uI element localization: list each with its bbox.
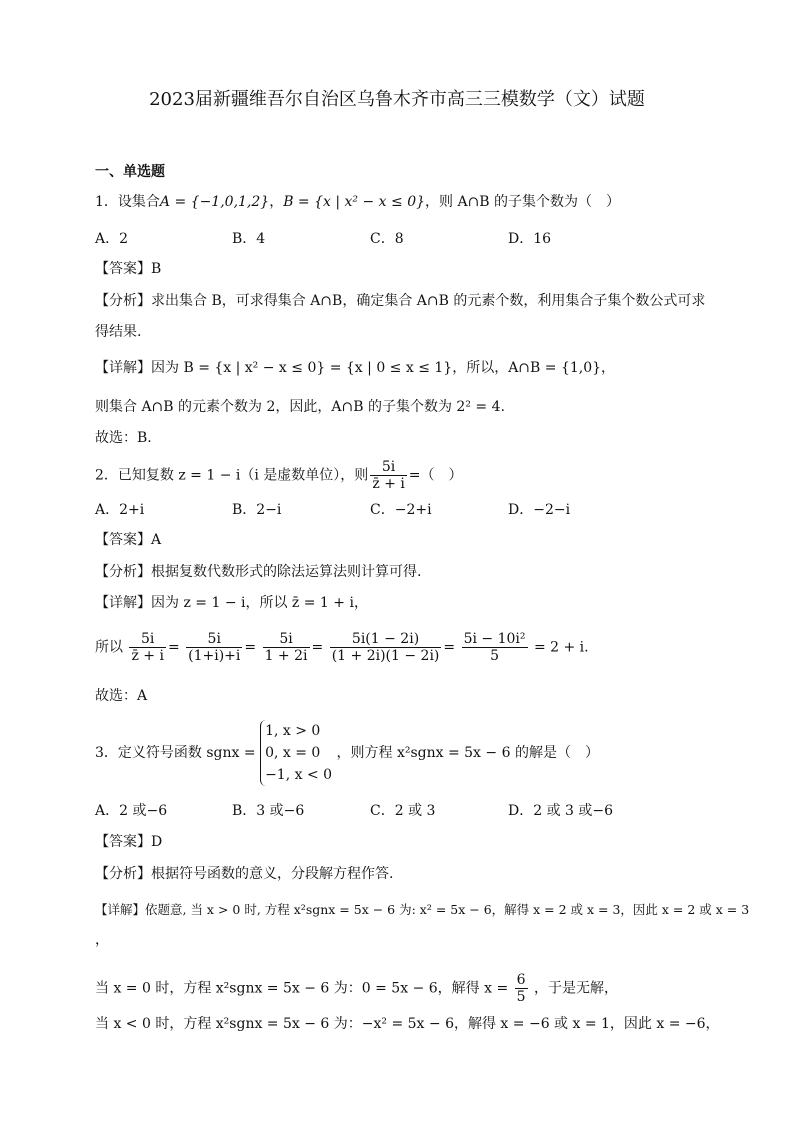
q3-detail-comma: ， <box>95 932 109 948</box>
q2-option-c: C．−2+i <box>370 502 432 518</box>
q3-option-d: D．2 或 3 或−6 <box>508 803 614 819</box>
q1-analysis: 【分析】求出集合 B，可求得集合 A∩B，确定集合 A∩B 的元素个数，利用集合子集个数公式可求 <box>95 293 706 309</box>
q3-detail: 【详解】依题意, 当 x > 0 时, 方程 x²sgnx = 5x − 6 为: x² = 5x − 6，解得 x = 2 或 x = 3，因此 x = 2 或 x = 3 <box>95 902 750 917</box>
q2-analysis: 【分析】根据复数代数形式的除法运算法则计算可得. <box>95 564 422 580</box>
q1-option-a: A．2 <box>95 231 129 247</box>
q2-option-d: D．−2−i <box>508 502 571 518</box>
q1-stem: 1．设集合A = {−1,0,1,2}，B = {x | x² − x ≤ 0}，则 A∩B 的子集个数为（ ） <box>95 194 621 210</box>
calc-fraction: $\frac{5i(1 - 2i)}{(1 + 2i)(1 - 2i)}$ <box>331 631 440 664</box>
section-heading: 一、单选题 <box>95 164 165 180</box>
q1-option-c: C．8 <box>370 231 404 247</box>
q2-answer: 【答案】A <box>95 532 162 548</box>
calc-fraction: $\frac{5i}{(1+i)+i}$ <box>188 631 241 664</box>
q3-detail-zero: 当 x = 0 时，方程 x²sgnx = 5x − 6 为：0 = 5x − 6，解得 x = $\frac{6}{5}$ ，于是无解， <box>95 972 619 1005</box>
q1-choose: 故选：B. <box>95 430 152 446</box>
q3-option-c: C．2 或 3 <box>370 803 436 819</box>
q1-detail: 【详解】因为 B = {x | x² − x ≤ 0} = {x | 0 ≤ x ≤ 1}，所以，A∩B = {1,0}， <box>95 360 616 376</box>
q3-stem: 3．定义符号函数 sgnx = 1, x > 0 0, x = 0 −1, x < 0 ，则方程 x²sgnx = 5x − 6 的解是（ ） <box>95 720 599 786</box>
q2-option-a: A．2+i <box>95 502 145 518</box>
q1-option-b: B．4 <box>232 231 266 247</box>
q2-detail: 【详解】因为 z = 1 − i，所以 z̄ = 1 + i， <box>95 595 368 611</box>
q3-analysis: 【分析】根据符号函数的意义，分段解方程作答. <box>95 866 394 882</box>
calc-fraction: $\frac{5i}{1 + 2i}$ <box>264 631 308 664</box>
piecewise-brace: 1, x > 0 0, x = 0 −1, x < 0 <box>260 720 332 786</box>
q3-option-b: B．3 或−6 <box>232 803 305 819</box>
q1-answer: 【答案】B <box>95 261 162 277</box>
q1-option-d: D．16 <box>508 231 552 247</box>
q1-analysis-cont: 得结果. <box>95 324 142 340</box>
q2-calculation: 所以 $\frac{5i}{z̄ + i}$ = $\frac{5i}{(1+i)+i}$ = $\frac{5i}{1 + 2i}$ = $\frac{5i(1 - 2i)}{(1 + 2i)(1 - 2i)}$ = $\frac{\text{5i − 10i²}}{5}$ = 2 + i. <box>95 631 589 664</box>
q2-option-b: B．2−i <box>232 502 282 518</box>
q1-detail-cont: 则集合 A∩B 的元素个数为 2，因此，A∩B 的子集个数为 2² = 4. <box>95 399 505 415</box>
frac-six-fifths: $\frac{6}{5}$ <box>516 972 526 1005</box>
q3-answer: 【答案】D <box>95 834 163 850</box>
q2-choose: 故选：A <box>95 688 148 704</box>
page-title: 2023届新疆维吾尔自治区乌鲁木齐市高三三模数学（文）试题 <box>149 89 645 110</box>
q2-stem: 2．已知复数 z = 1 − i（i 是虚数单位），则 $\frac{5i}{z̄ + i}$ =（ ） <box>95 459 463 492</box>
q2-fraction: $\frac{5i}{z̄ + i}$ <box>372 459 405 492</box>
calc-fraction: $\frac{\text{5i − 10i²}}{5}$ <box>463 631 526 664</box>
calc-fraction: $\frac{5i}{z̄ + i}$ <box>131 631 164 664</box>
q3-option-a: A．2 或−6 <box>95 803 168 819</box>
q3-detail-negative: 当 x < 0 时，方程 x²sgnx = 5x − 6 为：−x² = 5x − 6，解得 x = −6 或 x = 1，因此 x = −6， <box>95 1016 720 1032</box>
